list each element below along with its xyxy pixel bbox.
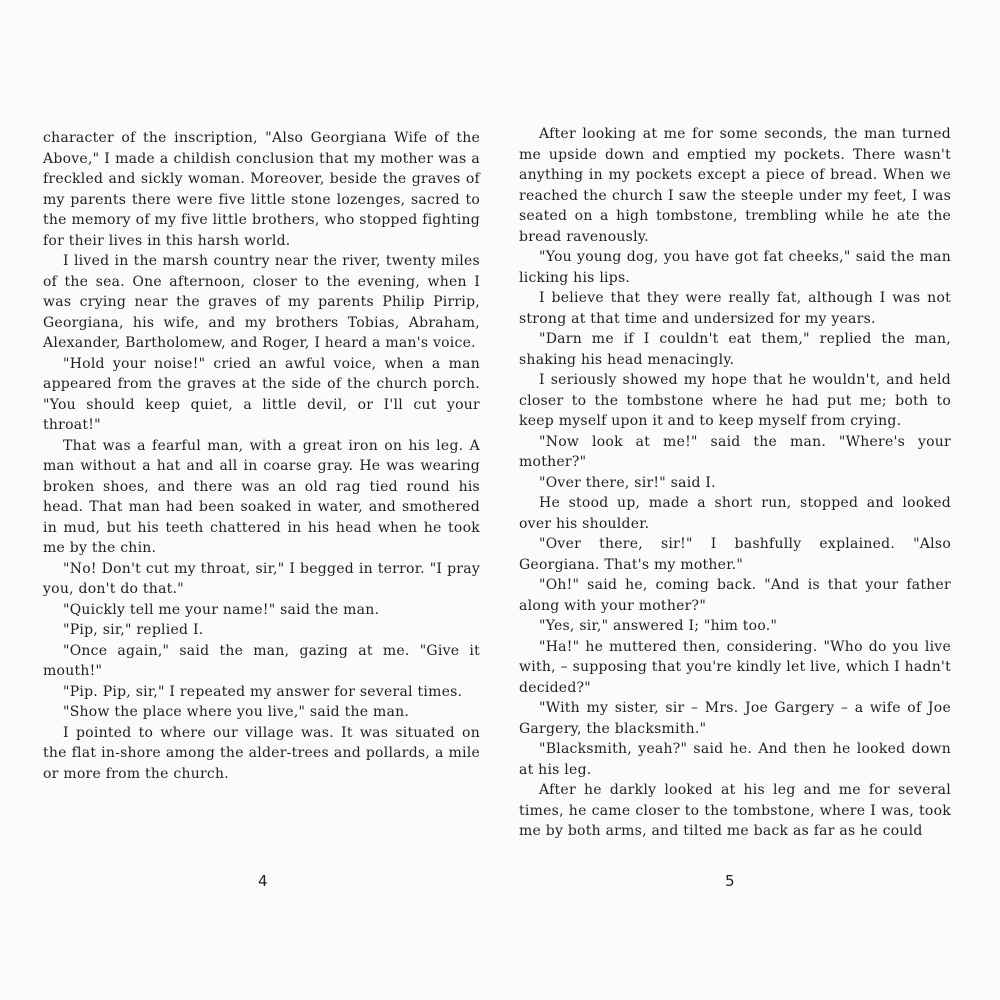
paragraph: I pointed to where our village was. It was situated on the flat in-shore among the alder-trees and pollards, a mile or more from the church. bbox=[43, 724, 480, 782]
paragraph: "Hold your noise!" cried an awful voice, when a man appeared from the graves at the side of the church porch. "You should keep quiet, a little devil, or I'll cut your throat!" bbox=[43, 355, 480, 433]
left-page-number: 4 bbox=[258, 872, 268, 890]
paragraph: After looking at me for some seconds, the man turned me upside down and emptied my pockets. There wasn't anything in my pockets except a piece of bread. When we reached the church I saw the steeple under my feet, I was seated on a high tombstone, trembling while he ate the bread ravenously. bbox=[519, 126, 951, 245]
paragraph: "Pip. Pip, sir," I repeated my answer for several times. bbox=[63, 683, 463, 700]
right-page-number: 5 bbox=[725, 872, 735, 890]
paragraph: "Over there, sir!" I bashfully explained. "Also Georgiana. That's my mother." bbox=[519, 536, 951, 573]
paragraph: "Ha!" he muttered then, considering. "Who do you live with, – supposing that you're kindly let live, which I hadn't decided?" bbox=[519, 638, 951, 696]
paragraph: character of the inscription, "Also Georgiana Wife of the Above," I made a childish conclusion that my mother was a freckled and sickly woman. Moreover, beside the graves of my parents there were five little stone lozenges, sacred to the memory of my five little brothers, who stopped fighting for their lives in this harsh world. bbox=[43, 130, 480, 249]
paragraph: "Oh!" said he, coming back. "And is that your father along with your mother?" bbox=[519, 577, 951, 614]
paragraph: "Darn me if I couldn't eat them," replied the man, shaking his head menacingly. bbox=[519, 331, 951, 368]
right-page-text bbox=[519, 124, 951, 842]
paragraph: I believe that they were really fat, although I was not strong at that time and undersized for my years. bbox=[519, 290, 951, 327]
paragraph: "Over there, sir!" said I. bbox=[539, 474, 716, 491]
paragraph: "Pip, sir," replied I. bbox=[63, 622, 204, 638]
paragraph: "You young dog, you have got fat cheeks," said the man licking his lips. bbox=[519, 249, 951, 286]
paragraph: "Now look at me!" said the man. "Where's your mother?" bbox=[519, 433, 951, 470]
paragraph: "With my sister, sir – Mrs. Joe Gargery – a wife of Joe Gargery, the blacksmith." bbox=[519, 700, 951, 737]
paragraph: I seriously showed my hope that he wouldn't, and held closer to the tombstone where he had put me; both to keep myself upon it and to keep myself from crying. bbox=[519, 372, 951, 429]
left-page-text bbox=[43, 128, 480, 784]
paragraph: "No! Don't cut my throat, sir," I begged in terror. "I pray you, don't do that." bbox=[43, 560, 480, 597]
paragraph: That was a fearful man, with a great iron on his leg. A man without a hat and all in coarse gray. He was wearing broken shoes, and there was an old rag tied round his head. That man had been soaked in water, and smothered in mud, but his teeth chattered in his head when he took me by the chin. bbox=[43, 437, 480, 556]
paragraph: "Yes, sir," answered I; "him too." bbox=[539, 618, 778, 634]
paragraph: "Once again," said the man, gazing at me. "Give it mouth!" bbox=[43, 642, 480, 679]
paragraph: After he darkly looked at his leg and me for several times, he came closer to the tombstone, where I was, took me by both arms, and tilted me back as far as he could bbox=[519, 782, 951, 839]
paragraph: I lived in the marsh country near the river, twenty miles of the sea. One afternoon, closer to the evening, when I was crying near the graves of my parents Philip Pirrip, Georgiana, his wife, and my brothers Tobias, Abraham, Alexander, Bartholomew, and Roger, I heard a man's voice. bbox=[43, 253, 480, 351]
paragraph: "Quickly tell me your name!" said the man. bbox=[63, 601, 380, 618]
paragraph: "Blacksmith, yeah?" said he. And then he looked down at his leg. bbox=[519, 741, 951, 778]
paragraph: "Show the place where you live," said the man. bbox=[63, 704, 410, 720]
paragraph: He stood up, made a short run, stopped and looked over his shoulder. bbox=[519, 495, 951, 532]
